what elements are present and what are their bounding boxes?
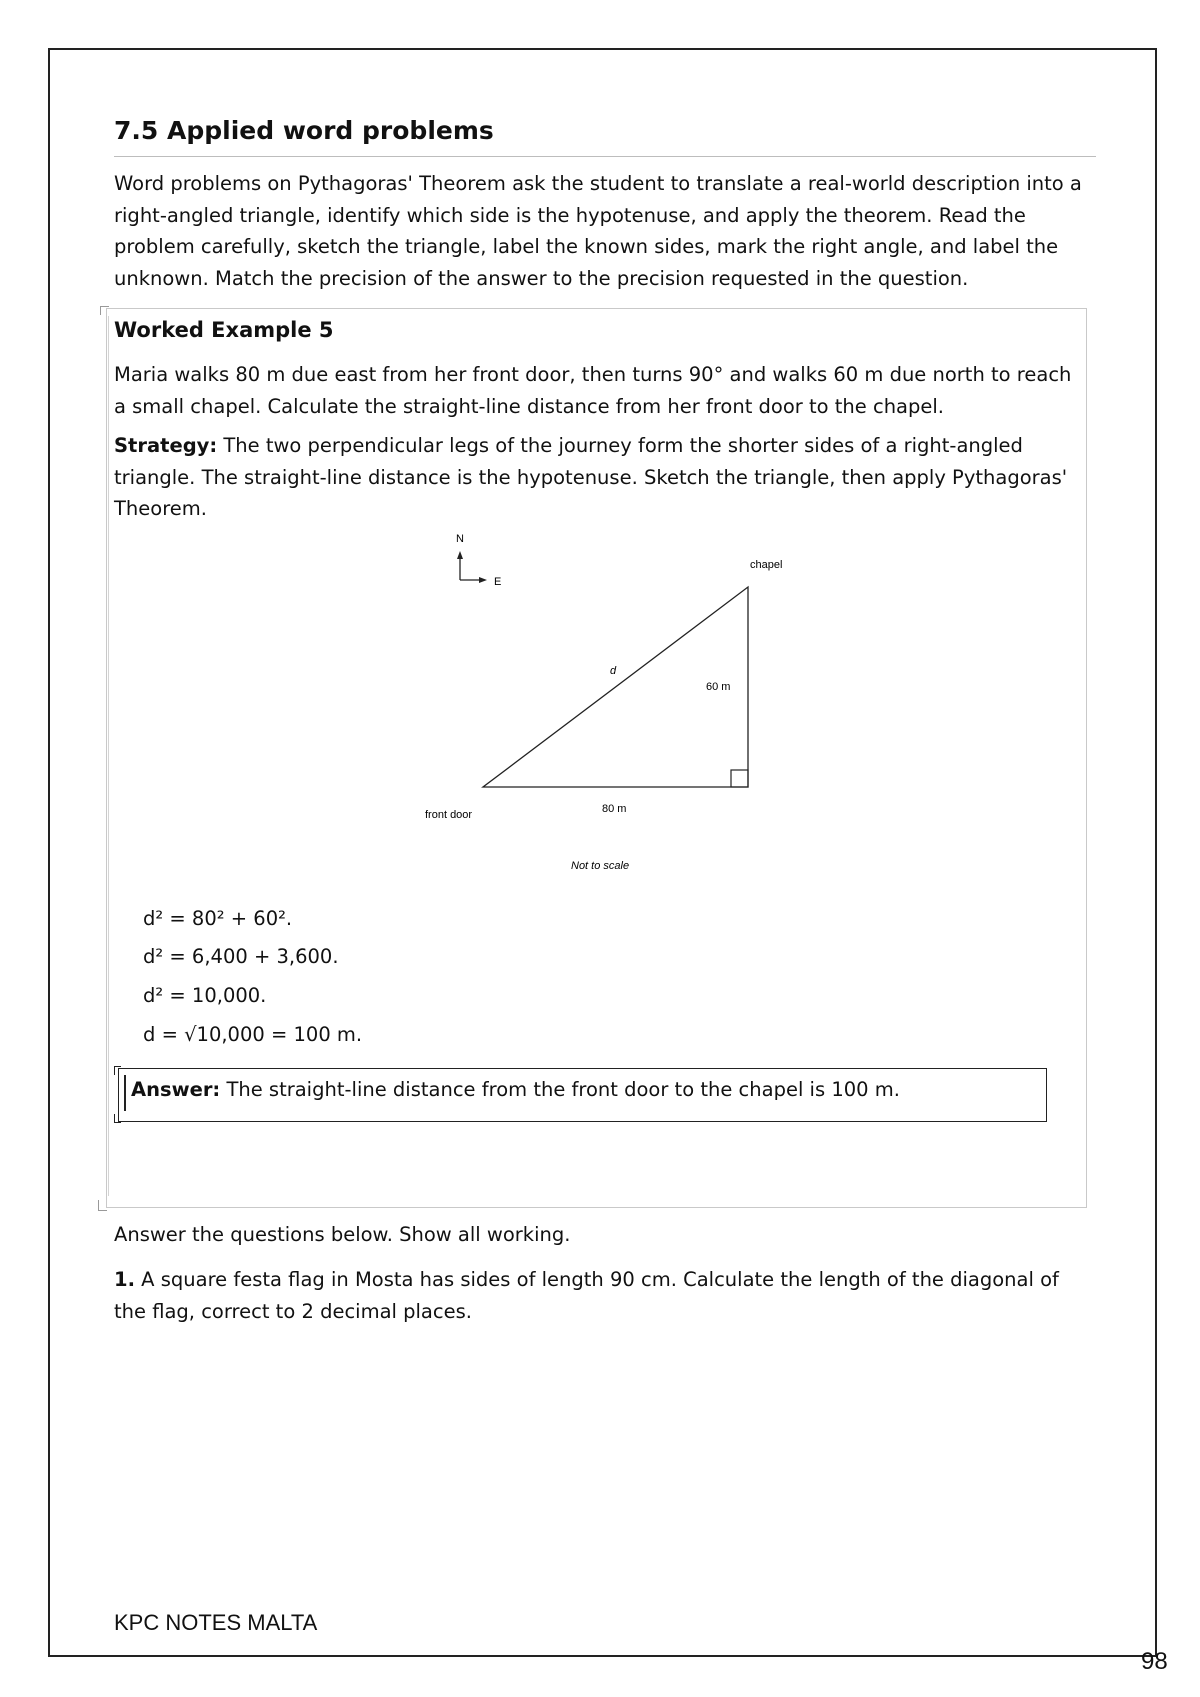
section-title: 7.5 Applied word problems	[114, 116, 494, 145]
hypotenuse-label: d	[610, 665, 617, 677]
answer-text: The straight-line distance from the front door to the chapel is 100 m.	[220, 1078, 900, 1101]
example-box-corner	[98, 1200, 107, 1211]
compass-n-label: N	[456, 533, 464, 545]
horizontal-side-label: 80 m	[602, 803, 627, 815]
working-line: d² = 80² + 60².	[143, 907, 293, 930]
question-1-text: A square festa flag in Mosta has sides of length 90 cm. Calculate the length of the diagonal of the flag, correct to 2 decimal places.	[114, 1268, 1059, 1323]
exercise-instruction: Answer the questions below. Show all working.	[114, 1223, 571, 1246]
strategy-label: Strategy:	[114, 434, 218, 457]
question-1	[114, 1264, 1089, 1327]
page-number: 98	[1141, 1648, 1168, 1675]
right-angle-marker	[731, 770, 748, 787]
north-arrow-icon	[457, 551, 463, 559]
east-arrow-icon	[479, 577, 487, 583]
front-door-label: front door	[425, 809, 473, 821]
footer-publisher: KPC NOTES MALTA	[114, 1610, 318, 1635]
working-line: d² = 10,000.	[143, 984, 267, 1007]
answer-box-corner	[114, 1114, 121, 1123]
example-box-inner-rule	[108, 316, 109, 1196]
answer-box-corner	[114, 1066, 121, 1075]
worked-example-strategy	[114, 430, 1089, 525]
working-line: d² = 6,400 + 3,600.	[143, 945, 339, 968]
answer-box-bar	[124, 1075, 126, 1111]
worked-example-title: Worked Example 5	[114, 318, 334, 342]
triangle-diagram	[420, 525, 820, 895]
compass	[456, 533, 501, 588]
answer-statement	[131, 1078, 900, 1101]
question-1-number: 1.	[114, 1268, 135, 1291]
worked-example-problem: Maria walks 80 m due east from her front door, then turns 90° and walks 60 m due north to reach a small chapel. Calculate the straight-line distance from her front door to the chapel.	[114, 363, 1072, 418]
working-line: d = √10,000 = 100 m.	[143, 1023, 363, 1046]
answer-label: Answer:	[131, 1078, 221, 1101]
chapel-label: chapel	[750, 559, 783, 571]
title-rule	[114, 156, 1096, 157]
section-intro: Word problems on Pythagoras' Theorem ask the student to translate a real-world description into a right-angled triangle, identify which side is the hypotenuse, and apply the theorem. Read the problem carefully, sketch the triangle, label the known sides, mark the right angle, and label the unknown. Match the precision of the answer to the precision requested in the question.	[114, 172, 1082, 290]
example-box-corner	[100, 306, 109, 315]
vertical-side-label: 60 m	[706, 681, 731, 693]
not-to-scale-note: Not to scale	[571, 860, 630, 872]
strategy-text: The two perpendicular legs of the journey form the shorter sides of a right-angled triangle. The straight-line distance is the hypotenuse. Sketch the triangle, then apply Pythagoras' Theorem.	[114, 434, 1068, 520]
compass-e-label: E	[494, 576, 502, 588]
